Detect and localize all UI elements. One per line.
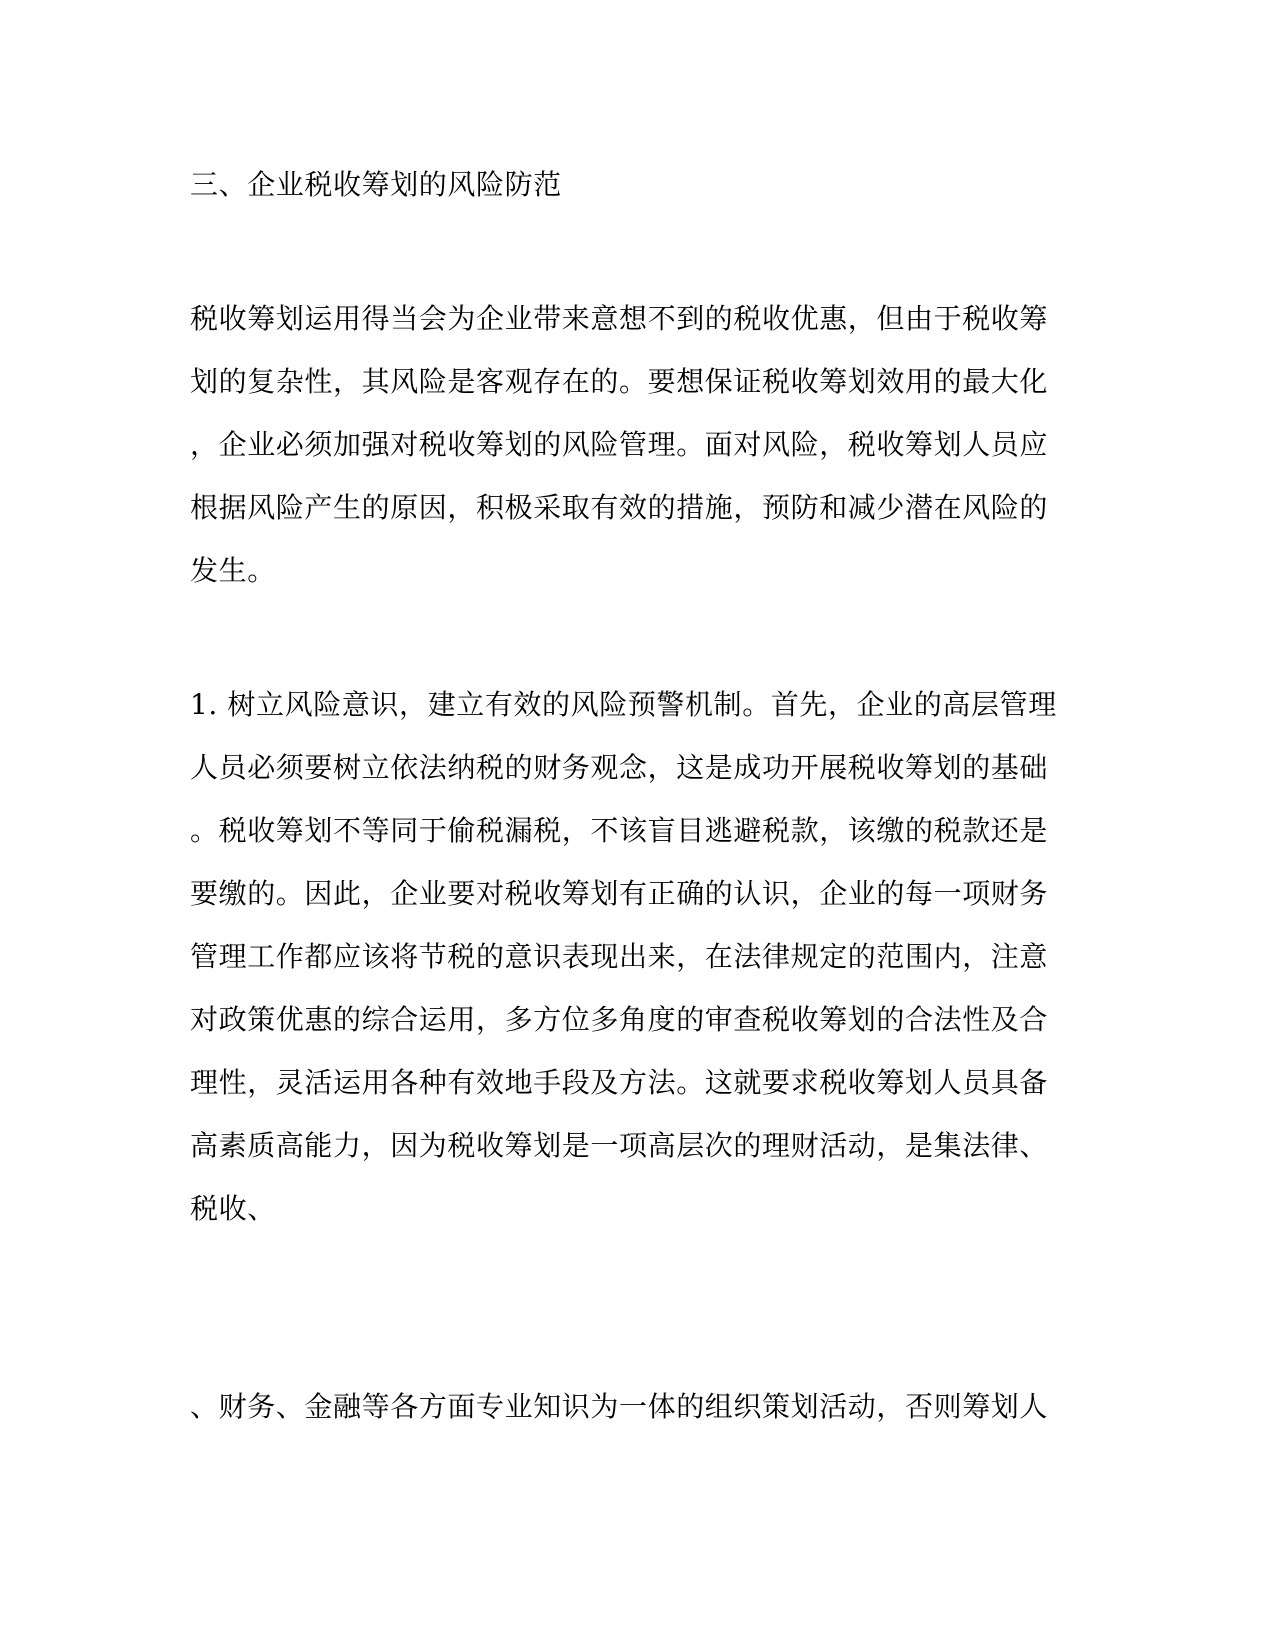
text-line: 对政策优惠的综合运用，多方位多角度的审查税收筹划的合法性及合 <box>190 1003 1049 1036</box>
text-line: 理性，灵活运用各种有效地手段及方法。这就要求税收筹划人员具备 <box>190 1066 1049 1099</box>
text-line: 根据风险产生的原因，积极采取有效的措施，预防和减少潜在风险的 <box>190 491 1049 524</box>
text-line: 划的复杂性，其风险是客观存在的。要想保证税收筹划效用的最大化 <box>190 365 1049 398</box>
text-line: 发生。 <box>190 554 276 587</box>
text-line: 人员必须要树立依法纳税的财务观念，这是成功开展税收筹划的基础 <box>190 751 1049 784</box>
text-line: 税收筹划运用得当会为企业带来意想不到的税收优惠，但由于税收筹 <box>190 302 1049 335</box>
text-line: 、财务、金融等各方面专业知识为一体的组织策划活动，否则筹划人 <box>190 1390 1049 1423</box>
text-line: 税收、 <box>190 1192 276 1225</box>
text-line: 1. 树立风险意识，建立有效的风险预警机制。首先，企业的高层管理 <box>190 688 1057 721</box>
text-line: 要缴的。因此，企业要对税收筹划有正确的认识，企业的每一项财务 <box>190 877 1049 910</box>
text-line: 高素质高能力，因为税收筹划是一项高层次的理财活动，是集法律、 <box>190 1129 1049 1162</box>
text-line: 管理工作都应该将节税的意识表现出来，在法律规定的范围内，注意 <box>190 940 1049 973</box>
text-line: ，企业必须加强对税收筹划的风险管理。面对风险，税收筹划人员应 <box>190 428 1049 461</box>
section-heading: 三、企业税收筹划的风险防范 <box>190 168 562 201</box>
text-line: 。税收筹划不等同于偷税漏税，不该盲目逃避税款，该缴的税款还是 <box>190 814 1049 847</box>
